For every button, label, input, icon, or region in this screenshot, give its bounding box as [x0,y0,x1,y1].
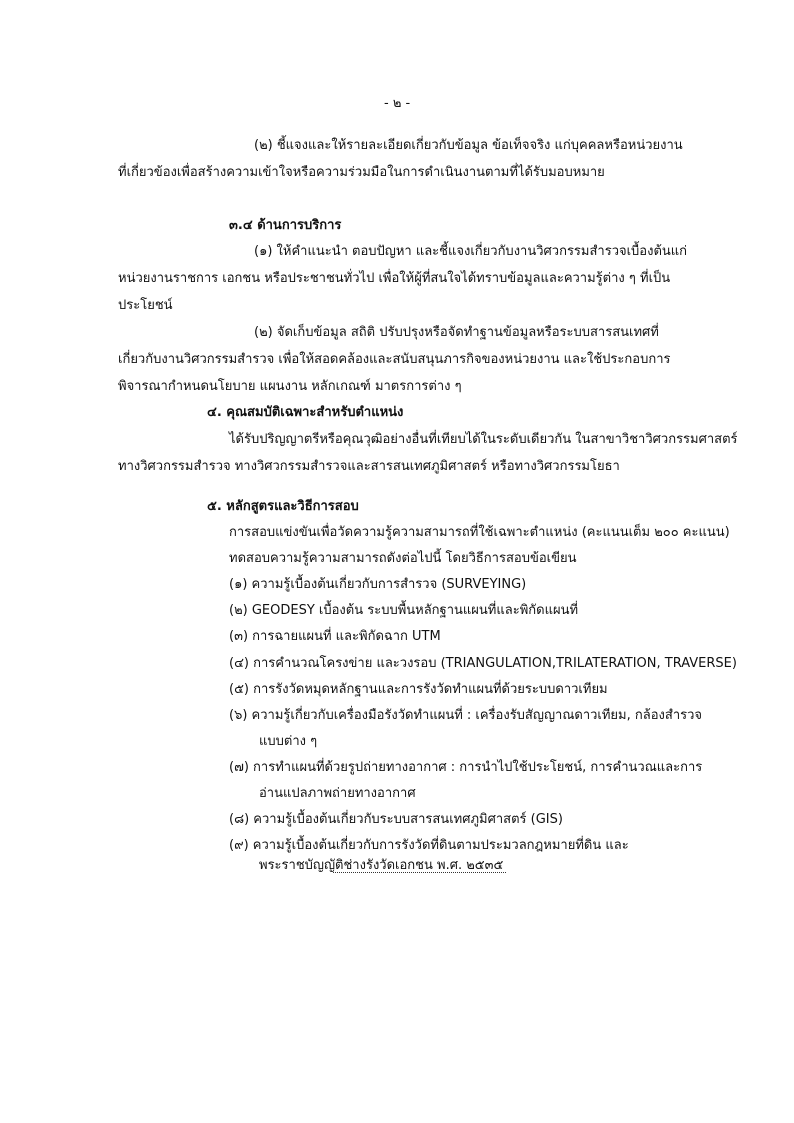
body-line: การสอบแข่งขันเพื่อวัดความรู้ความสามารถที่ใช้เฉพาะตำแหน่ง (คะแนนเต็ม ๒๐๐ คะแนน) [229,525,730,540]
list-item: (๙) ความรู้เบื้องต้นเกี่ยวกับการรังวัดที่ดินตามประมวลกฎหมายที่ดิน และ [229,838,629,853]
body-line: ทางวิศวกรรมสำรวจ ทางวิศวกรรมสำรวจและสารสนเทศภูมิศาสตร์ หรือทางวิศวกรรมโยธา [118,459,620,474]
list-item: (๑) ความรู้เบื้องต้นเกี่ยวกับการสำรวจ (SURVEYING) [229,577,527,592]
body-line: ที่เกี่ยวข้องเพื่อสร้างความเข้าใจหรือความร่วมมือในการดำเนินงานตามที่ได้รับมอบหมาย [118,165,605,180]
body-line: ได้รับปริญญาตรีหรือคุณวุฒิอย่างอื่นที่เทียบได้ในระดับเดียวกัน ในสาขาวิชาวิศวกรรมศาสตร์ [229,432,738,447]
list-item: (๔) การคำนวณโครงข่าย และวงรอบ (TRIANGULATION,TRILATERATION, TRAVERSE) [229,656,737,671]
body-line: (๒) จัดเก็บข้อมูล สถิติ ปรับปรุงหรือจัดทำฐานข้อมูลหรือระบบสารสนเทศที่ [254,325,659,340]
list-item-continuation: อ่านแปลภาพถ่ายทางอากาศ [259,786,416,801]
body-line: ทดสอบความรู้ความสามารถดังต่อไปนี้ โดยวิธีการสอบข้อเขียน [229,551,577,566]
list-item: (๒) GEODESY เบื้องต้น ระบบพื้นหลักฐานแผนที่และพิกัดแผนที่ [229,603,579,618]
end-dotted-line [333,872,506,873]
body-line: (๒) ชี้แจงและให้รายละเอียดเกี่ยวกับข้อมูล ข้อเท็จจริง แก่บุคคลหรือหน่วยงาน [254,138,683,153]
section-heading: ๕. หลักสูตรและวิธีการสอบ [207,499,359,514]
list-item: (๘) ความรู้เบื้องต้นเกี่ยวกับระบบสารสนเทศภูมิศาสตร์ (GIS) [229,812,563,827]
body-line: หน่วยงานราชการ เอกชน หรือประชาชนทั่วไป เพื่อให้ผู้ที่สนใจได้ทราบข้อมูลและความรู้ต่าง ๆ ที่เป็น [118,271,671,286]
list-item-continuation: พระราชบัญญัติช่างรังวัดเอกชน พ.ศ. ๒๕๓๕ [259,858,504,873]
section-heading: ๓.๔ ด้านการบริการ [229,218,342,233]
body-line: เกี่ยวกับงานวิศวกรรมสำรวจ เพื่อให้สอดคล้องและสนับสนุนภารกิจของหน่วยงาน และใช้ประกอบการ [118,352,671,367]
body-line: พิจารณากำหนดนโยบาย แผนงาน หลักเกณฑ์ มาตรการต่าง ๆ [118,379,462,394]
list-item: (๕) การรังวัดหมุดหลักฐานและการรังวัดทำแผนที่ด้วยระบบดาวเทียม [229,682,608,697]
list-item: (๗) การทำแผนที่ด้วยรูปถ่ายทางอากาศ : การนำไปใช้ประโยชน์, การคำนวณและการ [229,760,703,775]
page-number: - ๒ - [384,96,411,111]
body-line: ประโยชน์ [118,298,173,313]
body-line: (๑) ให้คำแนะนำ ตอบปัญหา และชี้แจงเกี่ยวกับงานวิศวกรรมสำรวจเบื้องต้นแก่ [254,244,688,259]
list-item: (๓) การฉายแผนที่ และพิกัดฉาก UTM [229,629,441,644]
list-item: (๖) ความรู้เกี่ยวกับเครื่องมือรังวัดทำแผนที่ : เครื่องรับสัญญาณดาวเทียม, กล้องสำรวจ [229,708,703,723]
list-item-continuation: แบบต่าง ๆ [259,734,318,749]
section-heading: ๔. คุณสมบัติเฉพาะสำหรับตำแหน่ง [207,405,404,420]
